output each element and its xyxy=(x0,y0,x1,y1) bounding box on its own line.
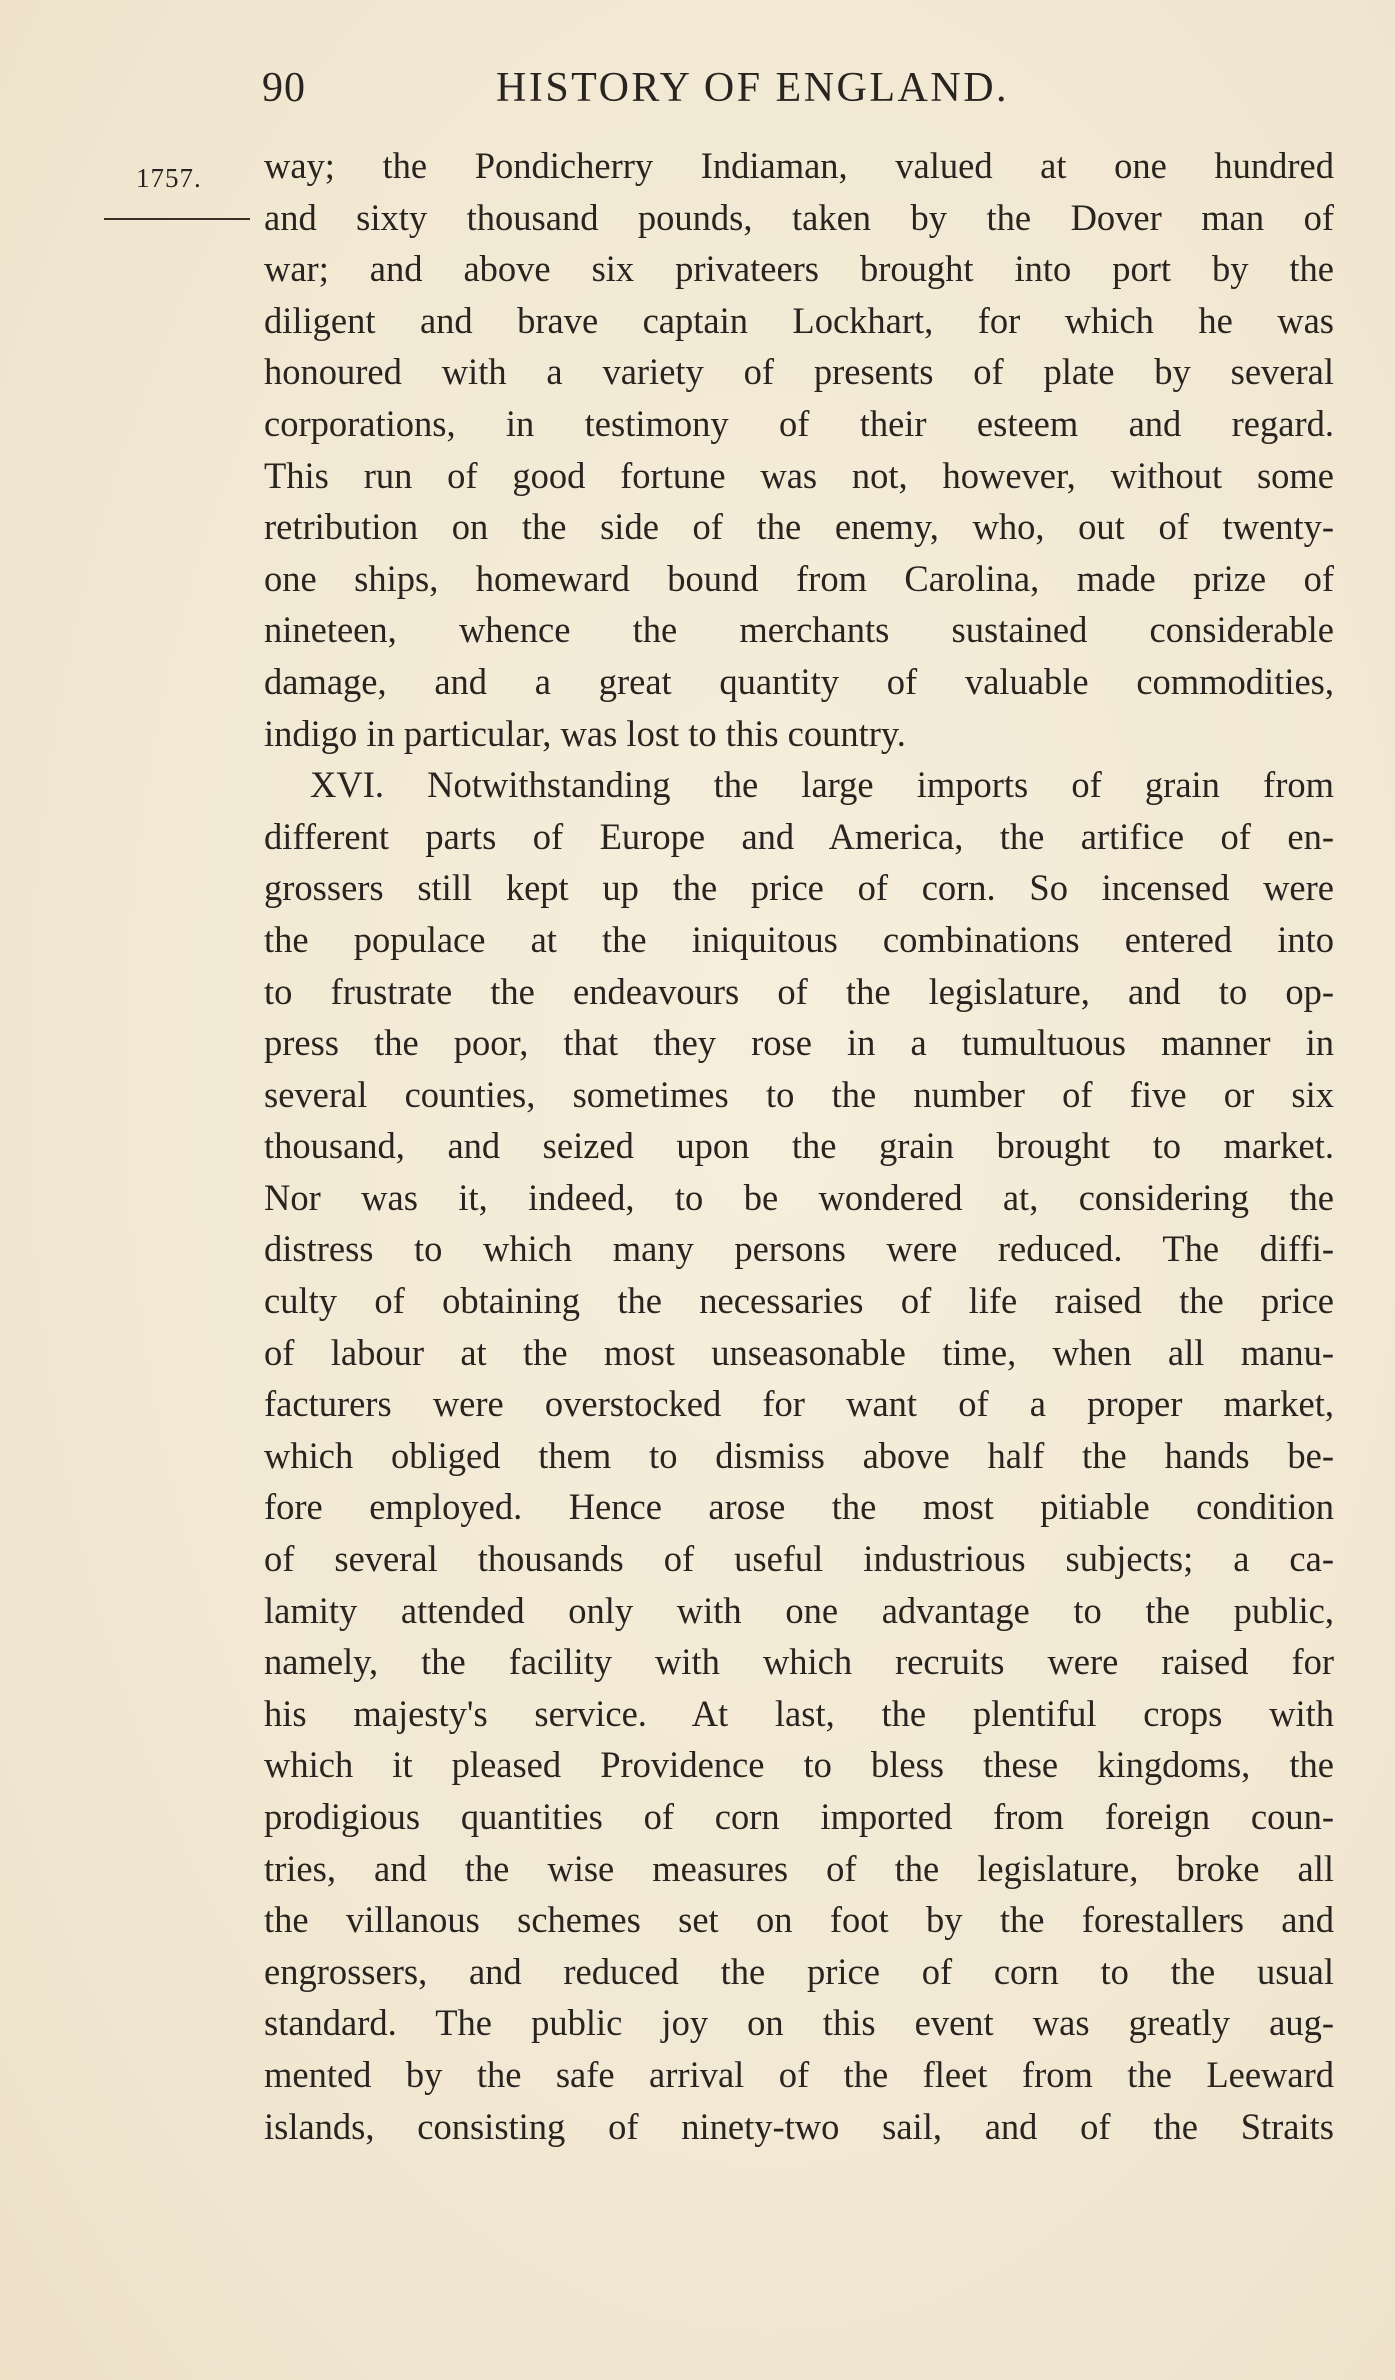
text-line: which obliged them to dismiss above half the hands be- xyxy=(264,1434,1334,1476)
text-line: standard. The public joy on this event was greatly aug- xyxy=(264,2002,1334,2044)
text-line: fore employed. Hence arose the most pitiable condition xyxy=(264,1486,1334,1528)
text-line: diligent and brave captain Lockhart, for which he was xyxy=(264,299,1334,341)
text-line: different parts of Europe and America, the artifice of en- xyxy=(264,815,1334,857)
text-line: nineteen, whence the merchants sustained considerable xyxy=(264,609,1334,651)
text-line: the villanous schemes set on foot by the forestallers and xyxy=(264,1899,1334,1941)
text-line: corporations, in testimony of their esteem and regard. xyxy=(264,402,1334,444)
text-line: the populace at the iniquitous combinations entered into xyxy=(264,918,1334,960)
text-line: lamity attended only with one advantage to the public, xyxy=(264,1589,1334,1631)
text-line: which it pleased Providence to bless these kingdoms, the xyxy=(264,1744,1334,1786)
text-line: culty of obtaining the necessaries of life raised the price xyxy=(264,1280,1334,1322)
text-line: This run of good fortune was not, however, without some xyxy=(264,454,1334,496)
text-line: facturers were overstocked for want of a proper market, xyxy=(264,1383,1334,1425)
section-start-line: XVI. Notwithstanding the large imports of grain from xyxy=(310,764,1334,806)
text-line: namely, the facility with which recruits were raised for xyxy=(264,1641,1334,1683)
text-line: indigo in particular, was lost to this country. xyxy=(264,712,906,754)
text-line: war; and above six privateers brought into port by the xyxy=(264,248,1334,290)
text-line: prodigious quantities of corn imported from foreign coun- xyxy=(264,1796,1334,1837)
text-line: thousand, and seized upon the grain brought to market. xyxy=(264,1125,1334,1167)
text-line: to frustrate the endeavours of the legislature, and to op- xyxy=(264,970,1334,1012)
page-header xyxy=(262,64,1102,124)
text-line: and sixty thousand pounds, taken by the Dover man of xyxy=(264,196,1334,238)
text-line: several counties, sometimes to the number of five or six xyxy=(264,1073,1334,1115)
text-line: honoured with a variety of presents of plate by several xyxy=(264,351,1334,393)
text-line: one ships, homeward bound from Carolina, made prize of xyxy=(264,557,1334,599)
text-line: grossers still kept up the price of corn. So incensed were xyxy=(264,867,1334,909)
body-text xyxy=(264,140,1334,2152)
text-line: engrossers, and reduced the price of corn to the usual xyxy=(264,1950,1334,1992)
text-line: tries, and the wise measures of the legislature, broke all xyxy=(264,1847,1334,1889)
text-line: press the poor, that they rose in a tumultuous manner in xyxy=(264,1022,1334,1064)
text-line: damage, and a great quantity of valuable commodities, xyxy=(264,660,1334,702)
text-line: distress to which many persons were reduced. The diffi- xyxy=(264,1228,1334,1270)
text-line: of several thousands of useful industrious subjects; a ca- xyxy=(264,1538,1334,1580)
text-line: way; the Pondicherry Indiaman, valued at one hundred xyxy=(264,145,1334,186)
text-line: retribution on the side of the enemy, who, out of twenty- xyxy=(264,506,1334,548)
text-line: Nor was it, indeed, to be wondered at, considering the xyxy=(264,1176,1334,1218)
margin-year: 1757. xyxy=(136,163,202,193)
margin-rule xyxy=(104,218,250,220)
text-line: his majesty's service. At last, the plentiful crops with xyxy=(264,1692,1334,1734)
running-title: HISTORY OF ENGLAND. xyxy=(496,65,1010,111)
text-line: mented by the safe arrival of the fleet from the Leeward xyxy=(264,2053,1334,2095)
page-number: 90 xyxy=(262,65,306,111)
text-line: islands, consisting of ninety-two sail, and of the Straits xyxy=(264,2105,1334,2147)
text-line: of labour at the most unseasonable time, when all manu- xyxy=(264,1331,1334,1373)
